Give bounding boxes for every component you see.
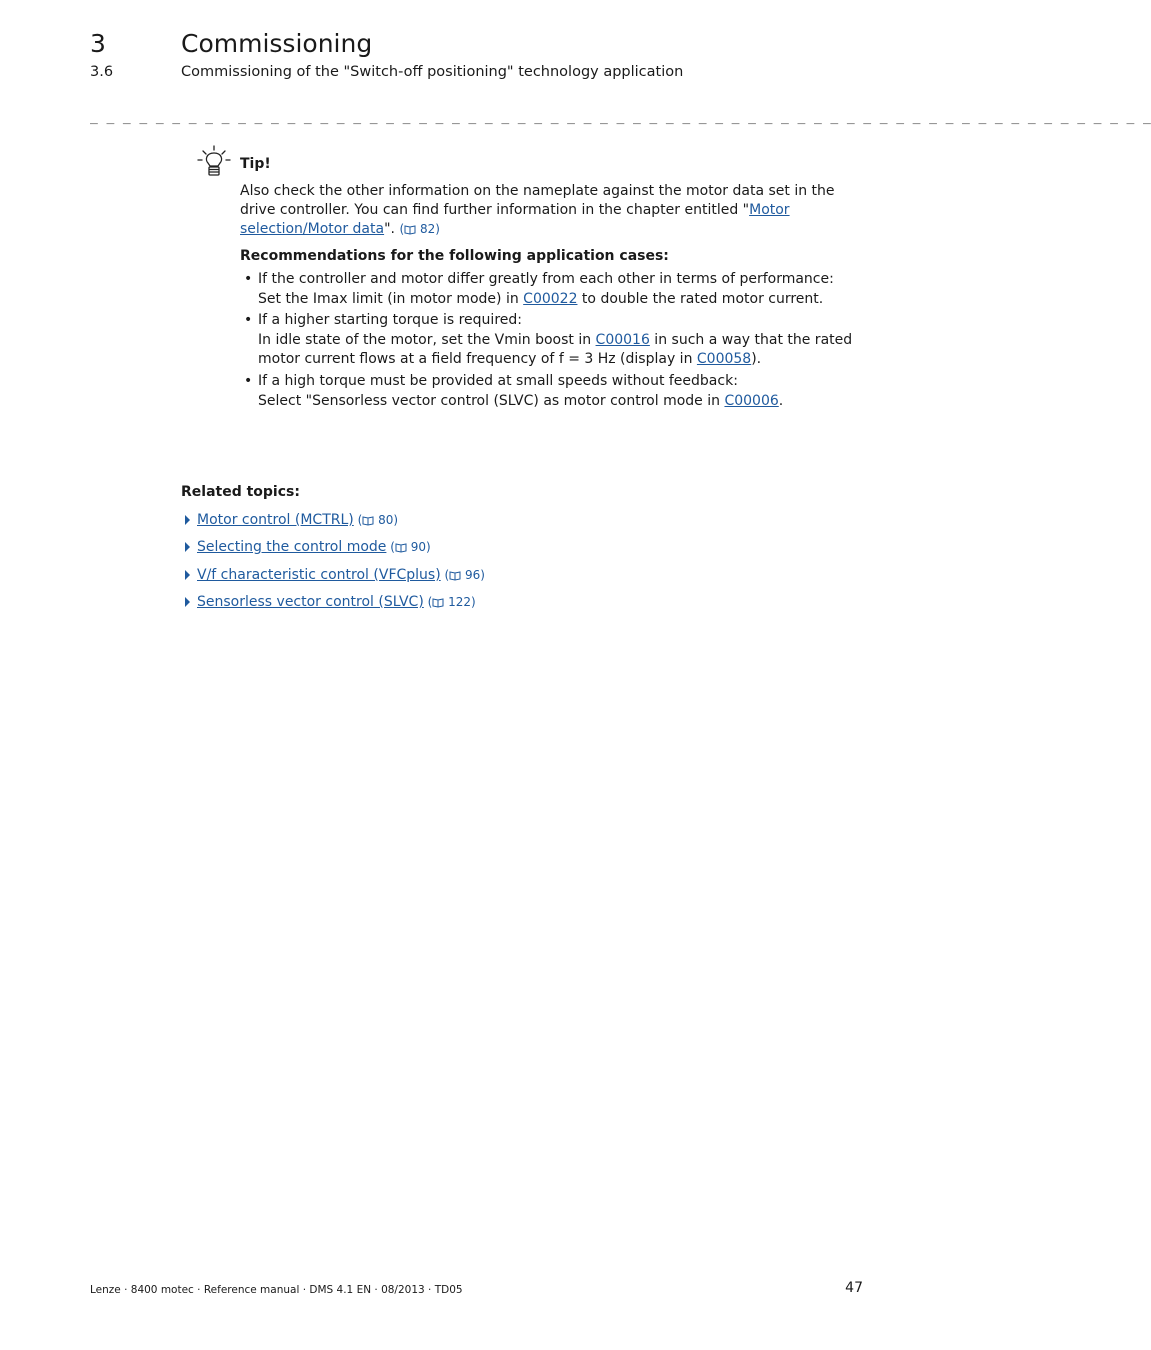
list-item xyxy=(258,270,868,309)
ref-open: ( xyxy=(399,222,405,236)
recommendations-heading: Recommendations for the following application cases: xyxy=(240,248,669,264)
bullet-text-end: . xyxy=(778,392,784,409)
page-ref[interactable] xyxy=(399,222,439,236)
arrow-right-icon xyxy=(185,570,190,580)
code-link-c00016[interactable]: C00016 xyxy=(595,331,650,348)
page-ref[interactable] xyxy=(386,540,430,554)
motor-selection-link[interactable]: Motor selection/Motor data xyxy=(240,202,790,237)
arrow-right-icon xyxy=(185,542,190,552)
code-link-c00058[interactable]: C00058 xyxy=(696,351,752,367)
ref-page: 90) xyxy=(406,540,431,554)
tip-label: Tip! xyxy=(240,156,271,172)
lightbulb-icon xyxy=(197,144,231,178)
ref-open: ( xyxy=(353,513,363,527)
chapter-title: Commissioning xyxy=(181,29,373,58)
related-link[interactable]: Sensorless vector control (SLVC) xyxy=(197,594,424,610)
tip-text: Also check the other information on the nameplate against the motor data set in the drive controller. You can find further information in the chapter entitled " xyxy=(240,183,835,218)
related-item-slvc xyxy=(185,592,476,612)
related-link[interactable]: V/f characteristic control (VFCplus) xyxy=(197,567,441,583)
ref-page: 96) xyxy=(461,568,485,582)
related-item-vfcplus xyxy=(185,565,485,585)
code-link-c00022[interactable]: C00022 xyxy=(523,290,578,307)
bullet-line: If a high torque must be provided at small speeds without feedback: xyxy=(258,373,738,389)
related-link[interactable]: Motor control (MCTRL) xyxy=(197,512,354,528)
related-item-control-mode xyxy=(185,537,431,557)
book-icon xyxy=(432,598,444,607)
bullet-marker: • xyxy=(244,312,253,328)
book-icon xyxy=(362,516,374,525)
bullet-marker: • xyxy=(244,271,253,287)
page-ref[interactable] xyxy=(424,595,476,609)
list-item xyxy=(258,311,868,370)
tip-text-end: ". xyxy=(384,221,400,237)
bullet-marker: • xyxy=(244,373,253,389)
header-rule: _ _ _ _ _ _ _ _ _ _ _ _ _ _ _ _ _ _ _ _ _ _ _ _ _ _ _ _ _ _ _ _ _ _ _ _ _ _ _ _ _ _ _ _ _ _ _ _ _ _ _ _ _ _ _ _ _ _ _ _ _ _ _ _ _ xyxy=(90,110,1151,125)
page-ref[interactable] xyxy=(441,568,485,582)
chapter-number: 3 xyxy=(90,29,106,58)
related-link[interactable]: Selecting the control mode xyxy=(197,539,387,555)
related-topics-heading: Related topics: xyxy=(181,484,300,500)
bullet-line: If a higher starting torque is required: xyxy=(258,312,522,328)
list-item xyxy=(258,372,868,411)
related-item-motor-control xyxy=(185,510,398,530)
bullet-text-end: ). xyxy=(751,351,762,367)
bullet-line: If the controller and motor differ greatly from each other in terms of performance: xyxy=(258,271,834,287)
ref-page: 122) xyxy=(444,595,476,609)
page-number: 47 xyxy=(845,1280,863,1296)
bullet-text: Set the Imax limit (in motor mode) in xyxy=(258,290,524,307)
book-icon xyxy=(395,543,407,552)
arrow-right-icon xyxy=(185,515,190,525)
bullet-text-end: to double the rated motor current. xyxy=(577,290,824,307)
ref-open: ( xyxy=(386,540,395,554)
book-icon xyxy=(404,225,416,234)
ref-page: 80) xyxy=(374,513,399,527)
tip-paragraph xyxy=(240,182,870,239)
bullet-text-mid: in such a way that the rated motor current flows at a field frequency of f = 3 Hz (display in xyxy=(258,331,853,367)
ref-page: 82) xyxy=(416,222,440,236)
page-ref[interactable] xyxy=(354,513,398,527)
book-icon xyxy=(449,571,461,580)
arrow-right-icon xyxy=(185,597,190,607)
code-link-c00006[interactable]: C00006 xyxy=(724,392,779,409)
section-title: Commissioning of the "Switch-off positioning" technology application xyxy=(181,64,684,80)
footer-document-info: Lenze · 8400 motec · Reference manual · DMS 4.1 EN · 08/2013 · TD05 xyxy=(90,1284,463,1296)
section-number: 3.6 xyxy=(90,64,114,80)
ref-open: ( xyxy=(440,568,450,582)
ref-open: ( xyxy=(423,595,433,609)
bullet-text: Select "Sensorless vector control (SLVC) as motor control mode in xyxy=(258,392,725,409)
bullet-text: In idle state of the motor, set the Vmin boost in xyxy=(258,331,596,348)
